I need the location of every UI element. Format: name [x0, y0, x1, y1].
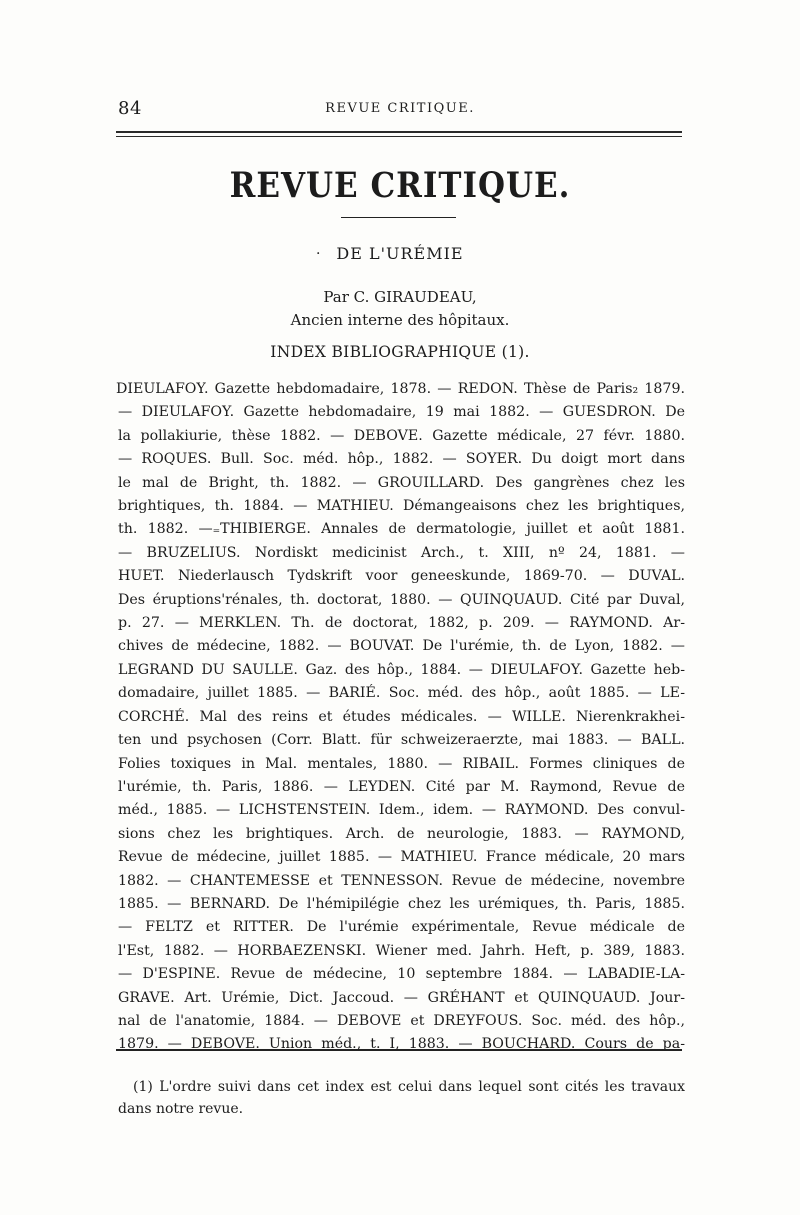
page-number: 84	[118, 98, 142, 119]
bibliography-line: 1885. — BERNARD. De l'hémipilégie chez les urémiques, th. Paris, 1885.	[118, 895, 685, 912]
bibliography-line: th. 1882. —₌THIBIERGE. Annales de dermatologie, juillet et août 1881.	[118, 521, 685, 538]
bibliography-line: — D'ESPINE. Revue de médecine, 10 septembre 1884. — LABADIE-LA-	[118, 966, 685, 983]
bibliography-line: le mal de Bright, th. 1882. — GROUILLARD. Des gangrènes chez les	[118, 474, 685, 491]
author-byline: Par C. GIRAUDEAU,	[323, 288, 477, 306]
bibliography-text	[118, 378, 685, 1057]
running-head: REVUE CRITIQUE.	[325, 101, 475, 116]
author-affiliation: Ancien interne des hôpitaux.	[290, 311, 510, 329]
bibliography-line: DIEULAFOY. Gazette hebdomadaire, 1878. — REDON. Thèse de Paris₂ 1879.	[116, 381, 685, 397]
header-rule	[116, 131, 682, 137]
bibliography-line: 1882. — CHANTEMESSE et TENNESSON. Revue de médecine, novembre	[118, 872, 685, 889]
bibliography-line: brightiques, th. 1884. — MATHIEU. Démangeaisons chez les brightiques,	[118, 498, 685, 515]
bibliography-line: l'urémie, th. Paris, 1886. — LEYDEN. Cité par M. Raymond, Revue de	[118, 778, 685, 795]
bibliography-line: GRAVE. Art. Urémie, Dict. Jaccoud. — GRÉHANT et QUINQUAUD. Jour-	[118, 989, 685, 1006]
title-rule	[341, 217, 456, 218]
bibliography-line: Revue de médecine, juillet 1885. — MATHIEU. France médicale, 20 mars	[118, 849, 685, 866]
bibliography-line: — ROQUES. Bull. Soc. méd. hôp., 1882. — SOYER. Du doigt mort dans	[118, 451, 685, 468]
bibliography-line: nal de l'anatomie, 1884. — DEBOVE et DREYFOUS. Soc. méd. des hôp.,	[118, 1012, 685, 1029]
bibliography-line: HUET. Niederlausch Tydskrift voor geneeskunde, 1869-70. — DUVAL.	[118, 568, 685, 585]
bibliography-line: chives de médecine, 1882. — BOUVAT. De l'urémie, th. de Lyon, 1882. —	[118, 638, 685, 655]
bibliography-line: 1879. — DEBOVE. Union méd., t. I, 1883. — BOUCHARD. Cours de pa-	[118, 1036, 685, 1053]
bibliography-line: méd., 1885. — LICHSTENSTEIN. Idem., idem. — RAYMOND. Des convul-	[118, 802, 685, 819]
bibliography-line: — FELTZ et RITTER. De l'urémie expérimentale, Revue médicale de	[118, 919, 685, 936]
bibliography-line: — BRUZELIUS. Nordiskt medicinist Arch., t. XIII, nº 24, 1881. —	[118, 544, 685, 561]
bibliography-line: la pollakiurie, thèse 1882. — DEBOVE. Gazette médicale, 27 févr. 1880.	[118, 427, 685, 444]
index-heading: INDEX BIBLIOGRAPHIQUE (1).	[270, 343, 530, 361]
bibliography-line: l'Est, 1882. — HORBAEZENSKI. Wiener med. Jahrh. Heft, p. 389, 1883.	[118, 942, 685, 959]
bibliography-line: — DIEULAFOY. Gazette hebdomadaire, 19 mai 1882. — GUESDRON. De	[118, 404, 685, 421]
bibliography-line: ten und psychosen (Corr. Blatt. für schweizeraerzte, mai 1883. — BALL.	[118, 732, 685, 749]
footnote-line: (1) L'ordre suivi dans cet index est celui dans lequel sont cités les travaux	[133, 1079, 685, 1095]
footnote-rule	[116, 1049, 682, 1051]
section-title: REVUE CRITIQUE.	[229, 165, 571, 207]
subtitle-mark: ·	[316, 246, 321, 262]
footnote-line: dans notre revue.	[118, 1101, 244, 1117]
bibliography-line: LEGRAND DU SAULLE. Gaz. des hôp., 1884. — DIEULAFOY. Gazette heb-	[118, 661, 685, 678]
footnote	[118, 1076, 685, 1120]
bibliography-line: Des éruptions'rénales, th. doctorat, 1880. — QUINQUAUD. Cité par Duval,	[118, 591, 685, 608]
bibliography-line: domadaire, juillet 1885. — BARIÉ. Soc. méd. des hôp., août 1885. — LE-	[118, 685, 685, 702]
bibliography-line: p. 27. — MERKLEN. Th. de doctorat, 1882, p. 209. — RAYMOND. Ar-	[118, 615, 685, 632]
bibliography-line: CORCHÉ. Mal des reins et études médicales. — WILLE. Nierenkrakhei-	[118, 708, 685, 725]
bibliography-line: sions chez les brightiques. Arch. de neurologie, 1883. — RAYMOND,	[118, 825, 685, 842]
bibliography-line: Folies toxiques in Mal. mentales, 1880. — RIBAIL. Formes cliniques de	[118, 755, 685, 772]
article-subtitle: DE L'URÉMIE	[336, 244, 464, 263]
